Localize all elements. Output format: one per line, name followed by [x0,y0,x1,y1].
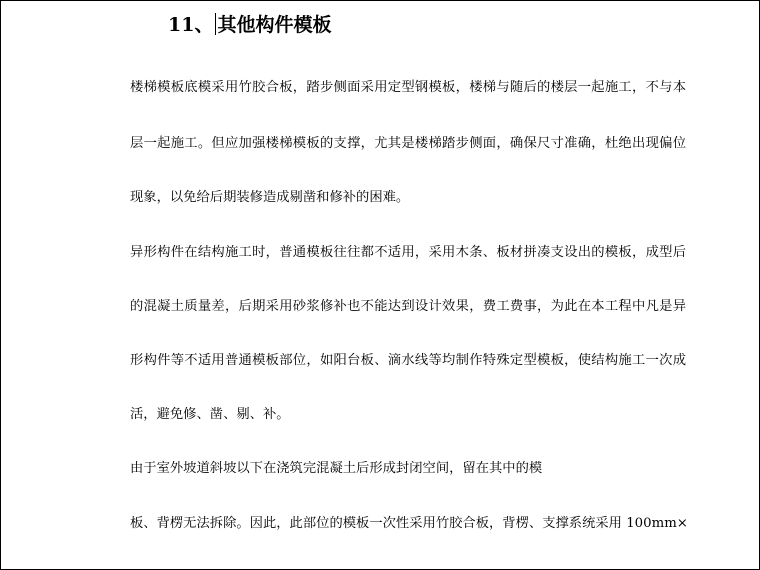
paragraph-line: 异形构件在结构施工时，普通模板往往都不适用，采用木条、板材拼凑支设出的模板，成型后 [130,245,686,260]
section-number: 11、 [168,14,214,36]
paragraph-line: 现象，以免给后期装修造成剔凿和修补的困难。 [130,190,410,205]
paragraph-line: 板、背楞无法拆除。因此，此部位的模板一次性采用竹胶合板，背楞、支撑系统采用 100mm× [130,516,688,531]
section-heading [168,10,331,40]
paragraph-line: 楼梯模板底模采用竹胶合板，踏步侧面采用定型钢模板，楼梯与随后的楼层一起施工，不与本 [130,80,686,95]
paragraph-line: 层一起施工。但应加强楼梯模板的支撑，尤其是楼梯踏步侧面，确保尺寸准确，杜绝出现偏位 [130,136,686,151]
paragraph-line: 由于室外坡道斜坡以下在浇筑完混凝土后形成封闭空间，留在其中的模 [130,461,543,476]
paragraph-line: 活，避免修、凿、剔、补。 [130,407,290,422]
paragraph-line: 形构件等不适用普通模板部位，如阳台板、滴水线等均制作特殊定型模板，使结构施工一次成 [130,353,686,368]
section-title: 其他构件模板 [217,14,332,36]
paragraph-line: 的混凝土质量差，后期采用砂浆修补也不能达到设计效果，费工费事，为此在本工程中凡是异 [130,299,686,314]
